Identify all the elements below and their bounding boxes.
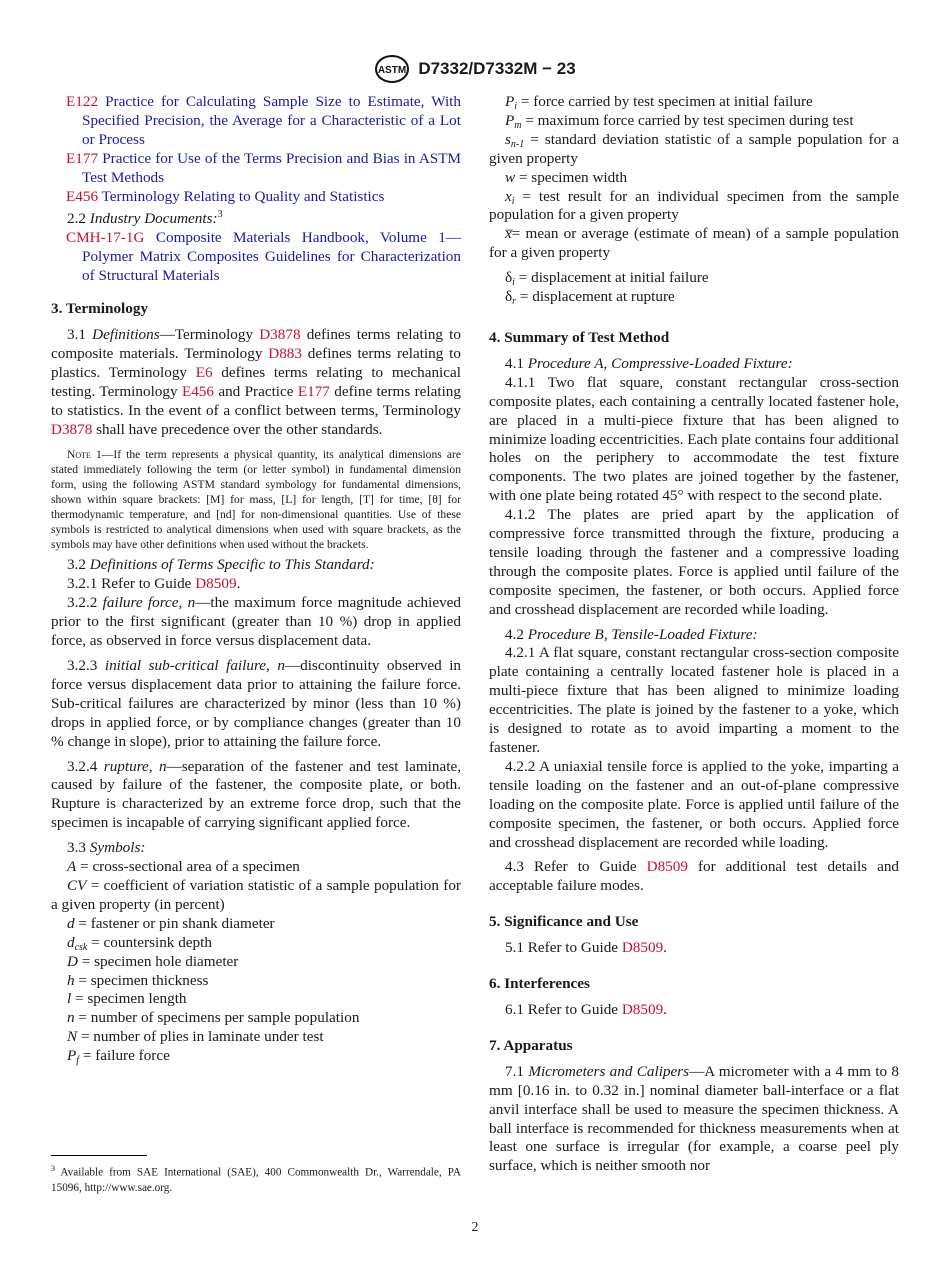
section-3-2-2: 3.2.2 failure force, n—the maximum force magnitude achieved prior to the first significant (greater than 10 %) drop in applied force, as observed in force versus displacement data. (51, 594, 461, 650)
ref-code-link[interactable]: E456 (66, 187, 99, 205)
reference-cmh-17 (51, 229, 461, 286)
symbol-item: $P_i$ = force carried by test specimen at initial failure (505, 93, 813, 112)
symbol-item: $s_{n-1}$ = standard deviation statistic of a sample population for a given property (489, 130, 899, 167)
ref-link[interactable]: D3878 (259, 326, 301, 344)
symbol-item: n = number of specimens per sample population (67, 1009, 360, 1027)
section-heading-summary: 4. Summary of Test Method (489, 328, 670, 346)
ref-link[interactable]: E456 (181, 382, 214, 400)
svg-text:ASTM: ASTM (378, 65, 407, 76)
document-id: D7332/D7332M − 23 (418, 59, 576, 78)
ref-code-link[interactable]: E177 (66, 149, 99, 167)
astm-logo-icon (374, 54, 410, 84)
symbol-item: x̅= mean or average (estimate of mean) of a sample population for a given property (489, 225, 899, 262)
section-heading-terminology: 3. Terminology (51, 300, 149, 318)
section-4-3: 4.3 Refer to Guide D8509 for additional test details and acceptable failure modes. (489, 858, 900, 895)
section-4-2-1: 4.2.1 A flat square, constant rectangular cross-section composite plate containing a centrally located fastener hole is placed in a multi-piece fixture that has been aligned to minimize loading eccentricities. The plate is joined by the fastener to a yoke, which is designed to rotate as to avoid imparting a moment to the fastener. (489, 644, 899, 756)
section-3-3: 3.3 Symbols: (67, 839, 146, 857)
symbol-item: D = specimen hole diameter (67, 952, 239, 970)
symbol-item: d = fastener or pin shank diameter (67, 914, 275, 932)
section-heading-apparatus: 7. Apparatus (489, 1036, 573, 1054)
symbol-item: $P_m$ = maximum force carried by test specimen during test (505, 111, 854, 131)
ref-title-link[interactable]: Composite Materials Handbook, Volume 1—Polymer Matrix Composites Guidelines for Characterization of Structural Materials (82, 229, 462, 285)
symbol-list-left (51, 858, 461, 1066)
symbol-item: A = cross-sectional area of a specimen (67, 858, 300, 876)
section-3-2-1: 3.2.1 Refer to Guide D8509. (67, 575, 241, 593)
section-6-1: 6.1 Refer to Guide D8509. (505, 1000, 667, 1018)
section-heading-interferences: 6. Interferences (489, 975, 590, 993)
section-5-1: 5.1 Refer to Guide D8509. (505, 939, 667, 957)
symbol-item: $d_{csk}$ = countersink depth (67, 933, 212, 953)
ref-link[interactable]: E6 (195, 363, 213, 381)
symbol-item: w = specimen width (505, 168, 628, 186)
section-4-1-2: 4.1.2 The plates are pried apart by the application of compressive force transmitted through the fixture, producing a tensile loading through the fastener and a compressive loading through the composite plates. Force is applied until failure of the composite specimen, the fastener, or both occurs. Applied force and crosshead displacement are recorded while loading. (489, 506, 899, 618)
ref-title-link[interactable]: Practice for Calculating Sample Size to Estimate, With Specified Precision, the Average for a Characteristic of a Lot or Process (82, 93, 461, 148)
note-1: Note 1—If the term represents a physical quantity, its analytical dimensions are stated immediately following the term (or letter symbol) in fundamental dimension form, using the following ASTM standard symbology for fundamental dimensions, shown within square brackets: [M] for mass, [L] for length, [T] for time, [θ] for thermodynamic temperature, and [nd] for non-dimensional quantities. Use of these symbols is restricted to analytical dimensions when used with square brackets, as the symbols may have other definitions when used without the brackets. (51, 448, 461, 552)
section-heading-significance: 5. Significance and Use (489, 913, 639, 931)
right-column (489, 93, 899, 1176)
ref-link[interactable]: D883 (268, 344, 302, 362)
symbol-item: l = specimen length (67, 990, 187, 1008)
section-2-2: 2.2 Industry Documents:$^3$ (67, 209, 223, 228)
symbol-item: N = number of plies in laminate under test (67, 1028, 324, 1046)
page-number: 2 (471, 1220, 479, 1235)
section-4-2: 4.2 Procedure B, Tensile-Loaded Fixture: (505, 625, 758, 643)
section-4-1-1: 4.1.1 Two flat square, constant rectangular cross-section composite plates, each containing a centrally located fastener hole, are placed in a multi-piece fixture that has been aligned to minimize loading eccentricities. Each plate contains four additional holes on the periphery to accommodate the test fixture components. The two plates are joined together by the fastener, with one plate being rotated 45° with respect to the second plate. (489, 373, 899, 505)
reference-e456 (51, 188, 461, 207)
symbol-item: h = specimen thickness (67, 971, 209, 989)
ref-link[interactable]: D8509 (195, 575, 237, 593)
footnote-divider (51, 1155, 147, 1156)
section-3-2: 3.2 Definitions of Terms Specific to This Standard: (67, 556, 375, 574)
left-column (51, 93, 461, 1066)
ref-link[interactable]: D8509 (646, 858, 688, 876)
symbol-item: $\delta_i$ = displacement at initial failure (505, 269, 709, 289)
ref-link[interactable]: D8509 (621, 1000, 664, 1018)
section-3-2-4: 3.2.4 rupture, n—separation of the fastener and test laminate, caused by failure of the fastener, the composite plate, or both. Rupture is characterized by an extreme force drop, such that the specimen is incapable of carrying significant applied force. (51, 757, 461, 832)
symbol-item: $P_f$ = failure force (67, 1047, 170, 1067)
symbol-list-right (489, 93, 899, 307)
footnote: $^3$ Available from SAE International (SAE), 400 Commonwealth Dr., Warrendale, PA 15096, http://www.sae.org. (51, 1164, 461, 1195)
symbol-item: CV = coefficient of variation statistic of a sample population for a given property (in percent) (51, 876, 461, 913)
section-7-1: 7.1 Micrometers and Calipers—A micrometer with a 4 mm to 8 mm [0.16 in. to 0.32 in.] nominal diameter ball-interface or a flat anvil interface shall be used to measure the specimen thickness. A ball interface is recommended for thickness measurements when at least one surface is irregular (for example, a coarse peel ply surface, which is neither smooth nor (489, 1062, 899, 1175)
section-3-1: 3.1 Definitions—Terminology D3878 defines terms relating to composite materials. Terminology D883 defines terms relating to plastics. Terminology E6 defines terms relating to mechanical testing. Terminology E456 and Practice E177 define terms relating to statistics. In the event of a conflict between terms, Terminology D3878 shall have precedence over the other standards. (51, 326, 461, 438)
page-header (0, 52, 950, 86)
symbol-item: $\delta_r$ = displacement at rupture (505, 288, 675, 308)
ref-link[interactable]: E177 (297, 382, 330, 400)
reference-e122 (51, 93, 461, 150)
reference-e177 (51, 150, 461, 188)
ref-title-link[interactable]: Practice for Use of the Terms Precision and Bias in ASTM Test Methods (82, 149, 462, 186)
ref-title-link[interactable]: Terminology Relating to Quality and Statistics (101, 187, 385, 205)
ref-link[interactable]: D8509 (621, 939, 664, 957)
section-4-2-2: 4.2.2 A uniaxial tensile force is applied to the yoke, imparting a tensile loading on the fastener and an out-of-plane compressive loading on the composite plate. Force is applied until failure of the composite specimen, the fastener, or both occurs. Applied force and crosshead displacement are recorded while loading. (489, 757, 899, 851)
footnote-ref: 3 (217, 209, 223, 221)
ref-code-link[interactable]: E122 (66, 93, 99, 110)
symbol-item: $x_i$ = test result for an individual specimen from the sample population for a given property (489, 187, 899, 224)
ref-link[interactable]: D3878 (51, 420, 93, 438)
section-4-1: 4.1 Procedure A, Compressive-Loaded Fixture: (505, 354, 793, 372)
ref-code-link[interactable]: CMH-17-1G (66, 229, 145, 247)
section-3-2-3: 3.2.3 initial sub-critical failure, n—discontinuity observed in force versus displacement data prior to attaining the failure force. Sub-critical failures are characterized by minor (less than 10 %) drops in applied force, or by compliance changes (greater than 10 % change in slope), prior to attaining the failure force. (51, 657, 462, 750)
